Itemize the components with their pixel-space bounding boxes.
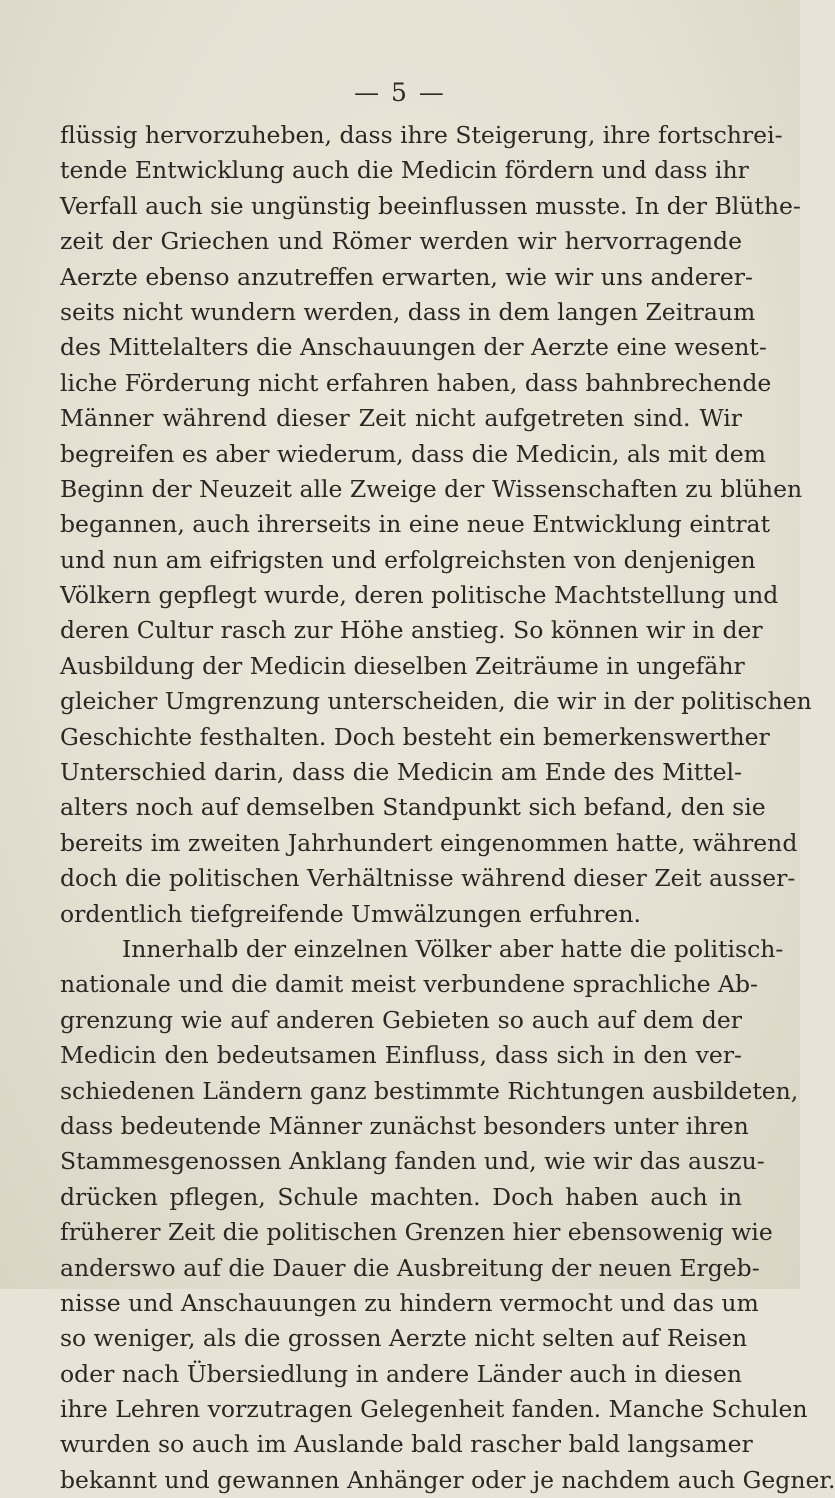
text-line: oder nach Übersiedlung in andere Länder auch in diesen xyxy=(60,1359,742,1388)
text-line: schiedenen Ländern ganz bestimmte Richtungen ausbildeten, xyxy=(60,1076,799,1105)
text-line: tende Entwicklung auch die Medicin fördern und dass ihr xyxy=(60,156,749,185)
text-line: Medicin den bedeutsamen Einfluss, dass sich in den ver- xyxy=(60,1041,742,1070)
text-line: Geschichte festhalten. Doch besteht ein bemerkenswerther xyxy=(60,722,770,751)
text-line: früherer Zeit die politischen Grenzen hier ebensowenig wie xyxy=(60,1218,773,1247)
body-text xyxy=(60,118,835,1498)
text-line: so weniger, als die grossen Aerzte nicht selten auf Reisen xyxy=(60,1324,748,1353)
text-line: Ausbildung der Medicin dieselben Zeiträume in ungefähr xyxy=(60,651,745,680)
text-line: wurden so auch im Auslande bald rascher bald langsamer xyxy=(60,1430,753,1459)
text-line: nisse und Anschauungen zu hindern vermocht und das um xyxy=(60,1288,759,1317)
text-line: Aerzte ebenso anzutreffen erwarten, wie wir uns anderer- xyxy=(60,262,753,291)
text-line: nationale und die damit meist verbundene sprachliche Ab- xyxy=(60,970,758,999)
text-line: begreifen es aber wiederum, dass die Medicin, als mit dem xyxy=(60,439,766,468)
text-line: Beginn der Neuzeit alle Zweige der Wissenschaften zu blühen xyxy=(60,474,803,503)
text-line: dass bedeutende Männer zunächst besonders unter ihren xyxy=(60,1111,749,1140)
text-line: ihre Lehren vorzutragen Gelegenheit fanden. Manche Schulen xyxy=(60,1395,808,1424)
text-line: gleicher Umgrenzung unterscheiden, die wir in der politischen xyxy=(60,687,812,716)
text-line: deren Cultur rasch zur Höhe anstieg. So können wir in der xyxy=(60,616,763,645)
text-line: Männer während dieser Zeit nicht aufgetreten sind. Wir xyxy=(60,404,742,433)
text-line: flüssig hervorzuheben, dass ihre Steigerung, ihre fortschrei- xyxy=(60,121,783,149)
text-line: grenzung wie auf anderen Gebieten so auch auf dem der xyxy=(60,1005,742,1034)
text-line: bekannt und gewannen Anhänger oder je nachdem auch Gegner. xyxy=(60,1465,835,1494)
text-line: Unterschied darin, dass die Medicin am Ende des Mittel- xyxy=(60,758,742,787)
text-line: alters noch auf demselben Standpunkt sich befand, den sie xyxy=(60,793,766,822)
text-line: anderswo auf die Dauer die Ausbreitung der neuen Ergeb- xyxy=(60,1253,760,1282)
text-line: Völkern gepflegt wurde, deren politische Machtstellung und xyxy=(60,581,779,610)
text-line: drücken pflegen, Schule machten. Doch haben auch in xyxy=(60,1182,742,1211)
page-number: — 5 — xyxy=(354,78,446,107)
text-line: Stammesgenossen Anklang fanden und, wie wir das auszu- xyxy=(60,1147,765,1176)
text-line: und nun am eifrigsten und erfolgreichsten von denjenigen xyxy=(60,545,756,574)
text-line: bereits im zweiten Jahrhundert eingenommen hatte, während xyxy=(60,828,798,857)
paragraph-end-line: ordentlich tiefgreifende Umwälzungen erfuhren. xyxy=(60,899,641,928)
text-line: Verfall auch sie ungünstig beeinflussen musste. In der Blüthe- xyxy=(60,191,801,220)
text-line: liche Förderung nicht erfahren haben, dass bahnbrechende xyxy=(60,368,772,397)
paragraph-start-line: Innerhalb der einzelnen Völker aber hatte die politisch- xyxy=(122,934,784,963)
text-line: des Mittelalters die Anschauungen der Aerzte eine wesent- xyxy=(60,333,767,362)
text-line: seits nicht wundern werden, dass in dem langen Zeitraum xyxy=(60,297,756,326)
text-line: zeit der Griechen und Römer werden wir hervorragende xyxy=(60,227,742,256)
text-line: doch die politischen Verhältnisse während dieser Zeit ausser- xyxy=(60,864,796,893)
text-line: begannen, auch ihrerseits in eine neue Entwicklung eintrat xyxy=(60,510,771,539)
